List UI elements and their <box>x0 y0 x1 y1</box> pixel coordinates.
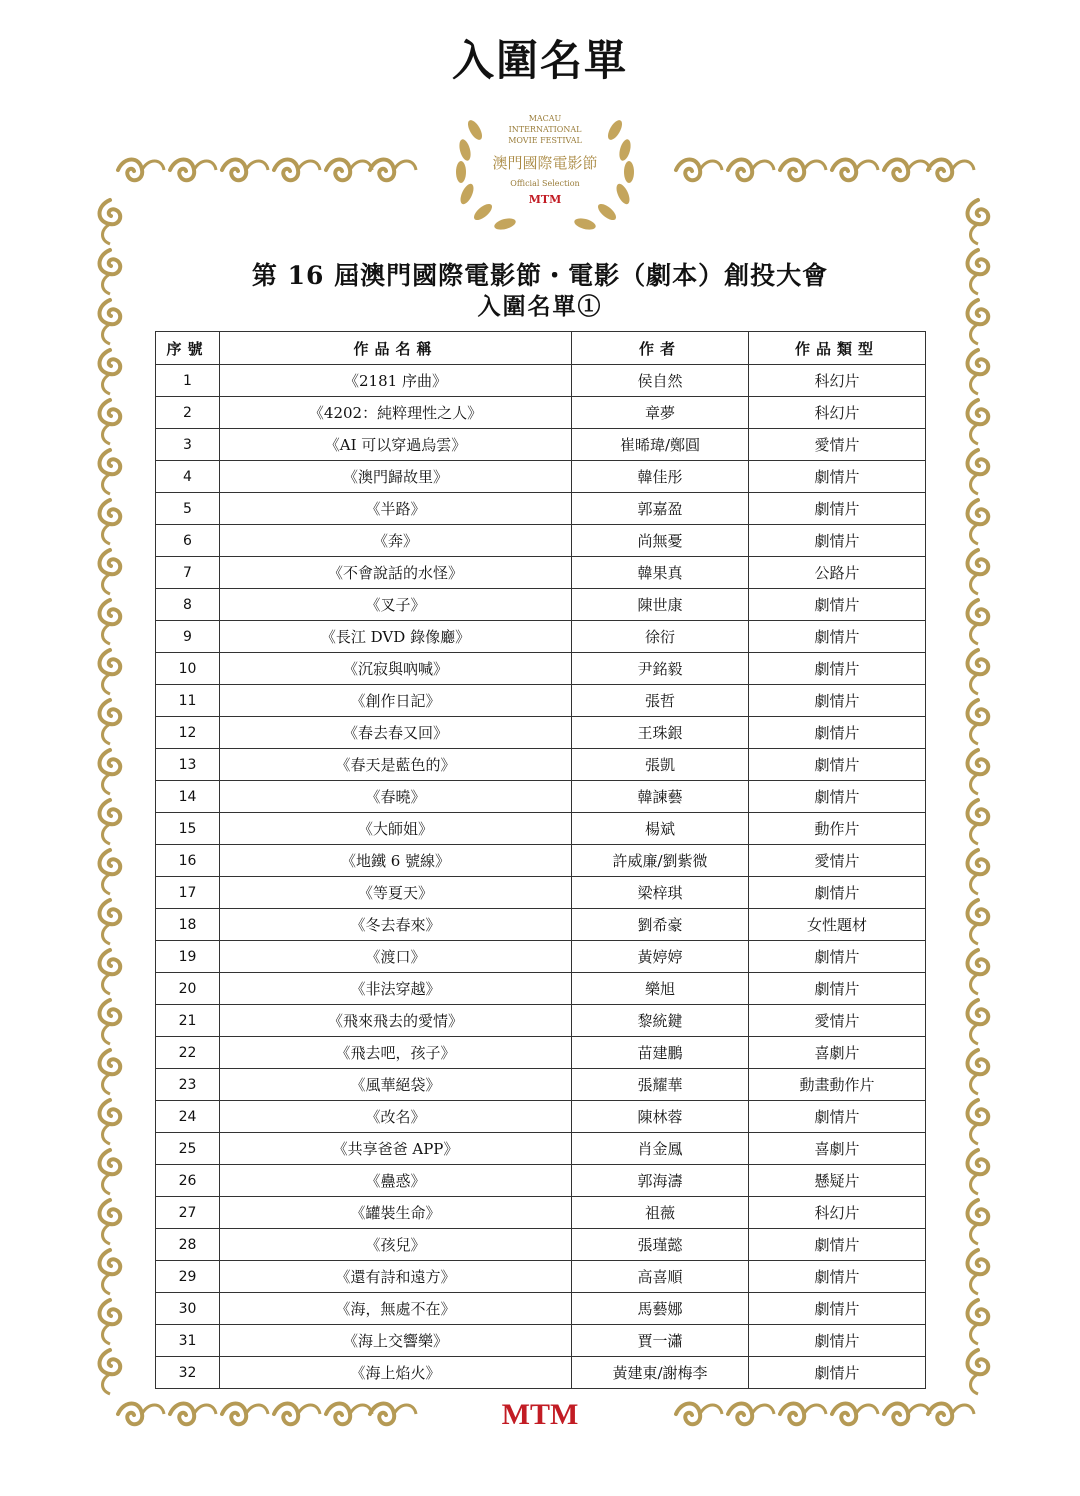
cell-genre: 劇情片 <box>749 1261 926 1293</box>
table-row <box>156 1037 926 1069</box>
cell-author: 黃建東/謝梅李 <box>572 1357 749 1389</box>
cell-title: 《共享爸爸 APP》 <box>220 1133 572 1165</box>
left-ornament-column <box>100 200 121 1394</box>
cell-genre: 劇情片 <box>749 525 926 557</box>
cell-genre: 喜劇片 <box>749 1037 926 1069</box>
cell-author: 陳世康 <box>572 589 749 621</box>
table-row <box>156 1197 926 1229</box>
cell-title: 《創作日記》 <box>220 685 572 717</box>
cell-title: 《非法穿越》 <box>220 973 572 1005</box>
table-header-row <box>156 332 926 365</box>
cell-genre: 劇情片 <box>749 589 926 621</box>
cell-genre: 劇情片 <box>749 717 926 749</box>
cell-title: 《大師姐》 <box>220 813 572 845</box>
logo-line3: MOVIE FESTIVAL <box>508 136 582 145</box>
table-row <box>156 1101 926 1133</box>
table-row <box>156 1261 926 1293</box>
cell-number: 20 <box>156 973 220 1005</box>
cell-number: 17 <box>156 877 220 909</box>
logo-brand: MTM <box>528 193 562 206</box>
cell-author: 許威廉/劉紫微 <box>572 845 749 877</box>
cell-number: 14 <box>156 781 220 813</box>
cell-author: 苗建鵬 <box>572 1037 749 1069</box>
cell-title: 《春去春又回》 <box>220 717 572 749</box>
cell-author: 崔晞瑋/鄭圓 <box>572 429 749 461</box>
table-row <box>156 429 926 461</box>
cell-title: 《半路》 <box>220 493 572 525</box>
cell-genre: 劇情片 <box>749 749 926 781</box>
cell-author: 陳林蓉 <box>572 1101 749 1133</box>
cell-number: 15 <box>156 813 220 845</box>
table-row <box>156 813 926 845</box>
cell-number: 9 <box>156 621 220 653</box>
table-row <box>156 685 926 717</box>
cell-author: 黃婷婷 <box>572 941 749 973</box>
table-row <box>156 653 926 685</box>
cell-genre: 科幻片 <box>749 365 926 397</box>
footer-brand: MTM <box>501 1398 579 1431</box>
cell-title: 《地鐵 6 號線》 <box>220 845 572 877</box>
table-row <box>156 845 926 877</box>
cell-number: 26 <box>156 1165 220 1197</box>
table-row <box>156 973 926 1005</box>
cell-title: 《澳門歸故里》 <box>220 461 572 493</box>
cell-genre: 愛情片 <box>749 845 926 877</box>
cell-title: 《長江 DVD 錄像廳》 <box>220 621 572 653</box>
top-left-ornament <box>118 160 416 181</box>
table-row <box>156 1165 926 1197</box>
table-row <box>156 941 926 973</box>
cell-genre: 劇情片 <box>749 493 926 525</box>
document-heading: 第 16 屆澳門國際電影節・電影（劇本）創投大會 <box>251 261 829 290</box>
cell-number: 3 <box>156 429 220 461</box>
cell-author: 張瑾懿 <box>572 1229 749 1261</box>
table-row <box>156 397 926 429</box>
cell-genre: 劇情片 <box>749 1229 926 1261</box>
cell-author: 尹銘毅 <box>572 653 749 685</box>
cell-title: 《蠱惑》 <box>220 1165 572 1197</box>
cell-title: 《海上焰火》 <box>220 1357 572 1389</box>
top-right-ornament <box>676 160 974 181</box>
cell-genre: 科幻片 <box>749 397 926 429</box>
cell-number: 19 <box>156 941 220 973</box>
cell-author: 尚無憂 <box>572 525 749 557</box>
cell-author: 張哲 <box>572 685 749 717</box>
header-title: 作品名稱 <box>220 332 572 365</box>
cell-author: 樂旭 <box>572 973 749 1005</box>
cell-genre: 女性題材 <box>749 909 926 941</box>
logo-line2: INTERNATIONAL <box>508 125 582 134</box>
cell-title: 《海，無處不在》 <box>220 1293 572 1325</box>
cell-title: 《4202：純粹理性之人》 <box>220 397 572 429</box>
table-row <box>156 1005 926 1037</box>
cell-genre: 懸疑片 <box>749 1165 926 1197</box>
right-ornament-column <box>968 200 989 1394</box>
cell-genre: 愛情片 <box>749 1005 926 1037</box>
cell-genre: 劇情片 <box>749 781 926 813</box>
header-number: 序號 <box>156 332 220 365</box>
cell-title: 《2181 序曲》 <box>220 365 572 397</box>
cell-author: 韓諫藝 <box>572 781 749 813</box>
cell-number: 25 <box>156 1133 220 1165</box>
table-row <box>156 621 926 653</box>
cell-title: 《沉寂與吶喊》 <box>220 653 572 685</box>
cell-genre: 公路片 <box>749 557 926 589</box>
cell-author: 張耀華 <box>572 1069 749 1101</box>
header-author: 作者 <box>572 332 749 365</box>
cell-title: 《改名》 <box>220 1101 572 1133</box>
cell-genre: 劇情片 <box>749 1325 926 1357</box>
cell-title: 《還有詩和遠方》 <box>220 1261 572 1293</box>
table-row <box>156 909 926 941</box>
cell-number: 11 <box>156 685 220 717</box>
cell-author: 黎統鍵 <box>572 1005 749 1037</box>
cell-genre: 劇情片 <box>749 685 926 717</box>
table-row <box>156 1325 926 1357</box>
cell-number: 10 <box>156 653 220 685</box>
cell-title: 《飛去吧，孩子》 <box>220 1037 572 1069</box>
cell-genre: 劇情片 <box>749 1293 926 1325</box>
cell-title: 《渡口》 <box>220 941 572 973</box>
cell-author: 賈一瀟 <box>572 1325 749 1357</box>
cell-number: 5 <box>156 493 220 525</box>
cell-number: 31 <box>156 1325 220 1357</box>
cell-genre: 劇情片 <box>749 621 926 653</box>
cell-author: 馬藝娜 <box>572 1293 749 1325</box>
cell-number: 13 <box>156 749 220 781</box>
cell-title: 《不會說話的水怪》 <box>220 557 572 589</box>
cell-number: 30 <box>156 1293 220 1325</box>
cell-author: 劉希豪 <box>572 909 749 941</box>
cell-number: 24 <box>156 1101 220 1133</box>
cell-genre: 愛情片 <box>749 429 926 461</box>
cell-author: 郭海濤 <box>572 1165 749 1197</box>
document-subheading: 入圍名單① <box>477 293 603 320</box>
table-row <box>156 717 926 749</box>
header-genre: 作品類型 <box>749 332 926 365</box>
cell-author: 梁梓琪 <box>572 877 749 909</box>
table-body <box>156 365 926 1389</box>
cell-genre: 喜劇片 <box>749 1133 926 1165</box>
cell-author: 高喜順 <box>572 1261 749 1293</box>
cell-author: 侯自然 <box>572 365 749 397</box>
cell-author: 肖金鳳 <box>572 1133 749 1165</box>
cell-author: 祖薇 <box>572 1197 749 1229</box>
festival-laurel-logo <box>445 100 645 235</box>
cell-genre: 劇情片 <box>749 461 926 493</box>
cell-number: 23 <box>156 1069 220 1101</box>
cell-author: 章夢 <box>572 397 749 429</box>
cell-author: 郭嘉盈 <box>572 493 749 525</box>
cell-title: 《奔》 <box>220 525 572 557</box>
table-row <box>156 749 926 781</box>
cell-number: 29 <box>156 1261 220 1293</box>
cell-title: 《AI 可以穿過烏雲》 <box>220 429 572 461</box>
table-row <box>156 877 926 909</box>
cell-genre: 劇情片 <box>749 941 926 973</box>
cell-author: 王珠銀 <box>572 717 749 749</box>
cell-title: 《海上交響樂》 <box>220 1325 572 1357</box>
page-title: 入圍名單 <box>451 36 628 85</box>
cell-author: 張凱 <box>572 749 749 781</box>
cell-genre: 動畫動作片 <box>749 1069 926 1101</box>
cell-number: 1 <box>156 365 220 397</box>
logo-selection: Official Selection <box>510 179 580 188</box>
cell-genre: 劇情片 <box>749 653 926 685</box>
table-row <box>156 365 926 397</box>
cell-genre: 劇情片 <box>749 877 926 909</box>
logo-chinese: 澳門國際電影節 <box>492 154 598 172</box>
table-row <box>156 781 926 813</box>
table-row <box>156 525 926 557</box>
cell-title: 《春天是藍色的》 <box>220 749 572 781</box>
cell-number: 2 <box>156 397 220 429</box>
cell-number: 18 <box>156 909 220 941</box>
cell-number: 28 <box>156 1229 220 1261</box>
cell-author: 韓佳彤 <box>572 461 749 493</box>
logo-line1: MACAU <box>528 114 562 123</box>
selection-table <box>155 331 926 1389</box>
table-row <box>156 1133 926 1165</box>
table-row <box>156 1229 926 1261</box>
cell-title: 《叉子》 <box>220 589 572 621</box>
cell-genre: 科幻片 <box>749 1197 926 1229</box>
table-row <box>156 557 926 589</box>
cell-genre: 劇情片 <box>749 1357 926 1389</box>
cell-number: 32 <box>156 1357 220 1389</box>
cell-author: 徐衍 <box>572 621 749 653</box>
cell-number: 22 <box>156 1037 220 1069</box>
cell-number: 16 <box>156 845 220 877</box>
table-row <box>156 1069 926 1101</box>
table-row <box>156 589 926 621</box>
cell-title: 《冬去春來》 <box>220 909 572 941</box>
cell-number: 8 <box>156 589 220 621</box>
cell-genre: 劇情片 <box>749 1101 926 1133</box>
cell-title: 《罐裝生命》 <box>220 1197 572 1229</box>
cell-genre: 劇情片 <box>749 973 926 1005</box>
cell-title: 《春曉》 <box>220 781 572 813</box>
cell-title: 《風華絕袋》 <box>220 1069 572 1101</box>
cell-number: 4 <box>156 461 220 493</box>
cell-author: 楊斌 <box>572 813 749 845</box>
table-row <box>156 1293 926 1325</box>
table-row <box>156 493 926 525</box>
cell-number: 27 <box>156 1197 220 1229</box>
table-row <box>156 461 926 493</box>
cell-author: 韓果真 <box>572 557 749 589</box>
table-row <box>156 1357 926 1389</box>
cell-title: 《飛來飛去的愛情》 <box>220 1005 572 1037</box>
cell-number: 7 <box>156 557 220 589</box>
cell-number: 12 <box>156 717 220 749</box>
cell-genre: 動作片 <box>749 813 926 845</box>
cell-title: 《孩兒》 <box>220 1229 572 1261</box>
cell-number: 21 <box>156 1005 220 1037</box>
cell-title: 《等夏天》 <box>220 877 572 909</box>
cell-number: 6 <box>156 525 220 557</box>
